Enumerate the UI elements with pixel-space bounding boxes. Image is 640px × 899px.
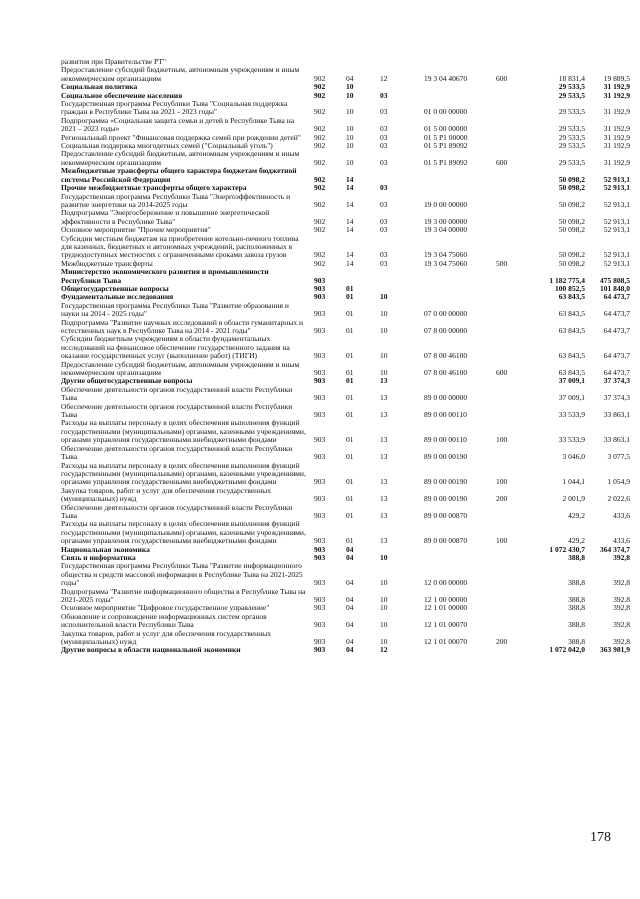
row-ved: 903 (314, 326, 326, 335)
table-row (61, 359, 630, 378)
row-section: 04 (346, 552, 354, 562)
row-subsection: 13 (380, 477, 388, 487)
row-sum-year2: 52 913,1 (603, 225, 630, 235)
row-ved: 902 (314, 132, 326, 142)
row-subsection: 13 (380, 510, 388, 520)
row-sum-year2: 52 913,1 (603, 258, 630, 268)
row-target-code: 19 3 04 75060 (424, 258, 468, 268)
row-sum-year1: 388,8 (568, 603, 585, 613)
row-name: Подпрограмма "Развитие научных исследований в области гуманитарных и естественных наук в Республике Тыва на 2014 - 2021 годы" (61, 317, 303, 335)
table-row (61, 561, 630, 588)
row-section: 01 (346, 283, 354, 293)
row-sum-year2: 392,8 (613, 637, 630, 647)
row-expense-type: 600 (496, 73, 508, 83)
row-ved: 902 (314, 183, 326, 193)
row-subsection: 10 (380, 578, 388, 588)
row-target-code: 12 0 00 00000 (424, 578, 468, 588)
row-target-code: 12 1 00 00000 (424, 595, 468, 604)
row-section: 10 (346, 157, 354, 167)
row-section: 01 (346, 326, 354, 335)
row-name: Подпрограмма "Энергосбережение и повышение энергетической эффективности в Республике Тыва" (61, 208, 270, 226)
row-sum-year2: 364 374,7 (600, 544, 630, 554)
table-row (61, 443, 630, 462)
table-row (61, 485, 630, 504)
row-sum-year2: 52 913,1 (603, 250, 630, 260)
row-name: Субсидии бюджетным учреждениям в области фундаментальных исследований на финансовое обеспечение государственного задания на оказание государственных услуг (выполнение работ) (ТИГИ) (61, 334, 290, 361)
row-name: Фундаментальные исследования (61, 292, 174, 302)
row-name: Предоставление субсидий бюджетным, автономным учреждениям и иным некоммерческим организациям (61, 359, 300, 378)
row-sum-year1: 33 533,9 (558, 435, 585, 445)
row-ved: 903 (314, 494, 326, 504)
row-name: Межбюджетные трансферты (61, 258, 153, 268)
table-row (61, 384, 630, 403)
row-name: Закупка товаров, работ и услуг для обеспечения государственных (муниципальных) нужд (61, 485, 272, 504)
row-sum-year1: 388,8 (568, 595, 585, 604)
row-sum-year1: 1 044,1 (562, 477, 585, 487)
row-sum-year1: 29 533,5 (558, 90, 585, 100)
row-sum-year2: 37 374,3 (603, 376, 630, 386)
row-target-code: 01 5 00 00000 (424, 124, 468, 134)
row-subsection: 13 (380, 410, 388, 420)
table-row (61, 611, 630, 630)
row-target-code: 12 1 01 00000 (424, 603, 468, 613)
row-sum-year1: 29 533,5 (558, 82, 585, 92)
row-ved: 903 (314, 435, 326, 445)
row-subsection: 12 (380, 73, 388, 83)
row-sum-year2: 64 473,7 (603, 351, 630, 361)
row-subsection: 12 (380, 645, 388, 655)
row-section: 04 (346, 73, 354, 83)
row-subsection: 03 (380, 90, 388, 100)
row-target-code: 12 1 01 00070 (424, 620, 468, 630)
table-row (61, 208, 630, 226)
row-section: 01 (346, 351, 354, 361)
row-expense-type: 200 (496, 637, 508, 647)
row-ved: 902 (314, 157, 326, 167)
row-name: Предоставление субсидий бюджетным, автономным учреждениям и иным некоммерческим организациям (61, 149, 300, 167)
row-sum-year2: 64 473,7 (603, 309, 630, 319)
row-sum-year1: 429,2 (568, 510, 585, 520)
row-sum-year2: 19 889,5 (603, 73, 630, 83)
row-name: Предоставление субсидий бюджетным, автономным учреждениям и иным некоммерческим организациям (61, 65, 300, 83)
row-sum-year2: 64 473,7 (603, 292, 630, 302)
row-sum-year1: 63 843,5 (558, 351, 585, 361)
row-subsection: 03 (380, 157, 388, 167)
row-subsection: 03 (380, 107, 388, 117)
row-subsection: 03 (380, 225, 388, 235)
row-ved: 902 (314, 216, 326, 226)
row-sum-year1: 29 533,5 (558, 107, 585, 117)
row-sum-year1: 1 072 430,7 (549, 544, 585, 554)
row-subsection: 10 (380, 637, 388, 647)
row-section: 14 (346, 199, 354, 209)
table-row (61, 317, 630, 336)
row-target-code: 07 8 00 00000 (424, 326, 468, 335)
table-row (61, 334, 630, 361)
row-ved: 903 (314, 603, 326, 613)
row-name: Общегосударственные вопросы (61, 283, 169, 293)
row-sum-year1: 50 098,2 (558, 258, 585, 268)
row-sum-year2: 3 077,5 (607, 452, 630, 462)
row-name: Другие общегосударственные вопросы (61, 376, 193, 386)
row-subsection: 13 (380, 435, 388, 445)
row-subsection: 10 (380, 552, 388, 562)
row-expense-type: 100 (496, 477, 508, 487)
row-name: Основное мероприятие "Прочие мероприятия" (61, 225, 211, 235)
row-target-code: 19 3 04 40670 (424, 73, 468, 83)
row-section: 04 (346, 544, 354, 554)
table-row (61, 460, 630, 487)
row-section: 14 (346, 183, 354, 193)
row-sum-year1: 63 843,5 (558, 368, 585, 378)
row-subsection: 03 (380, 250, 388, 260)
row-name: Связь и информатика (61, 552, 136, 562)
row-sum-year1: 63 843,5 (558, 309, 585, 319)
row-ved: 903 (314, 477, 326, 487)
row-ved: 903 (314, 578, 326, 588)
row-expense-type: 600 (496, 368, 508, 378)
table-row (61, 233, 630, 260)
row-name: Обеспечение деятельности органов государственной власти Республики Тыва (61, 384, 293, 403)
row-sum-year1: 33 533,9 (558, 410, 585, 420)
row-name: Обеспечение деятельности органов государственной власти Республики Тыва (61, 401, 293, 420)
row-sum-year1: 37 009,1 (558, 376, 585, 386)
row-target-code: 89 0 00 00110 (424, 435, 467, 445)
row-ved: 902 (314, 174, 326, 184)
row-expense-type: 500 (496, 258, 508, 268)
row-section: 14 (346, 225, 354, 235)
table-row (61, 267, 630, 285)
row-sum-year2: 31 192,9 (603, 157, 630, 167)
table-row (61, 645, 630, 655)
row-section: 10 (346, 132, 354, 142)
row-name: Расходы на выплаты персоналу в целях обеспечения выполнения функций государственными (муниципальными) органами, казенными учреждениями, органами управления государственными внебюджетными фондами (61, 418, 306, 445)
row-section: 04 (346, 603, 354, 613)
row-target-code: 89 0 00 00000 (424, 393, 468, 403)
row-name: Другие вопросы в области национальной экономики (61, 645, 241, 655)
row-sum-year2: 33 863,1 (603, 410, 630, 420)
row-name: Межбюджетные трансферты общего характера бюджетам бюджетной системы Российской Федерации (61, 166, 297, 184)
row-sum-year2: 52 913,1 (603, 199, 630, 209)
row-section: 10 (346, 141, 354, 151)
row-expense-type: 100 (496, 536, 508, 546)
row-sum-year2: 31 192,9 (603, 132, 630, 142)
row-subsection: 03 (380, 183, 388, 193)
row-name: Национальная экономика (61, 544, 150, 554)
row-section: 01 (346, 376, 354, 386)
row-section: 01 (346, 309, 354, 319)
row-expense-type: 200 (496, 494, 508, 504)
row-subsection: 10 (380, 620, 388, 630)
table-row (61, 166, 630, 184)
row-section: 14 (346, 216, 354, 226)
row-subsection: 13 (380, 452, 388, 462)
row-section: 10 (346, 124, 354, 134)
row-target-code: 89 0 00 00110 (424, 410, 467, 420)
row-section: 01 (346, 477, 354, 487)
row-subsection: 10 (380, 351, 388, 361)
row-sum-year2: 37 374,3 (603, 393, 630, 403)
row-sum-year1: 50 098,2 (558, 216, 585, 226)
row-sum-year1: 63 843,5 (558, 292, 585, 302)
row-section: 14 (346, 258, 354, 268)
row-section: 01 (346, 410, 354, 420)
row-target-code: 01 5 P1 89092 (424, 157, 468, 167)
row-section: 04 (346, 595, 354, 604)
table-row (61, 502, 630, 521)
row-ved: 903 (314, 393, 326, 403)
row-sum-year2: 475 808,5 (600, 275, 630, 285)
row-sum-year2: 31 192,9 (603, 124, 630, 134)
row-sum-year1: 388,8 (568, 578, 585, 588)
row-target-code: 01 5 P1 00000 (424, 132, 468, 142)
row-ved: 903 (314, 510, 326, 520)
table-row (61, 519, 630, 546)
row-name: Основное мероприятие "Цифровое государственное управление" (61, 603, 270, 613)
row-section: 10 (346, 90, 354, 100)
row-section: 01 (346, 368, 354, 378)
row-target-code: 89 0 00 00190 (424, 477, 468, 487)
row-subsection: 13 (380, 536, 388, 546)
row-section: 04 (346, 620, 354, 630)
row-sum-year2: 52 913,1 (603, 216, 630, 226)
row-sum-year2: 31 192,9 (603, 141, 630, 151)
row-name: Министерство экономического развития и промышленности Республики Тыва (61, 267, 269, 285)
row-sum-year2: 392,8 (613, 578, 630, 588)
row-sum-year1: 3 046,0 (562, 452, 585, 462)
row-sum-year1: 1 182 775,4 (549, 275, 585, 285)
row-target-code: 01 5 P1 89092 (424, 141, 468, 151)
row-ved: 902 (314, 73, 326, 83)
row-section: 10 (346, 82, 354, 92)
row-section: 14 (346, 174, 354, 184)
row-ved: 902 (314, 141, 326, 151)
row-name: Прочие межбюджетные трансферты общего характера (61, 183, 247, 193)
row-subsection: 03 (380, 258, 388, 268)
row-sum-year1: 2 001,9 (562, 494, 585, 504)
row-sum-year1: 50 098,2 (558, 174, 585, 184)
row-sum-year1: 50 098,2 (558, 183, 585, 193)
row-ved: 902 (314, 199, 326, 209)
row-sum-year2: 64 473,7 (603, 326, 630, 335)
row-name: Социальная политика (61, 82, 138, 92)
row-ved: 902 (314, 250, 326, 260)
row-ved: 903 (314, 620, 326, 630)
table-row (61, 401, 630, 420)
row-target-code: 19 3 04 00000 (424, 225, 468, 235)
row-target-code: 01 0 00 00000 (424, 107, 468, 117)
row-target-code: 19 3 00 00000 (424, 216, 468, 226)
row-sum-year2: 33 863,1 (603, 435, 630, 445)
row-subsection: 13 (380, 494, 388, 504)
row-sum-year2: 31 192,9 (603, 107, 630, 117)
row-ved: 902 (314, 82, 326, 92)
row-ved: 903 (314, 637, 326, 647)
row-name: Государственная программа Республики Тыва "Развитие образования и науки на 2014 - 2025 годы" (61, 300, 289, 319)
row-name: Подпрограмма «Социальная защита семьи и детей в Республике Тыва на 2021 – 2023 годы» (61, 115, 295, 134)
row-sum-year1: 1 072 042,0 (549, 645, 585, 655)
row-ved: 903 (314, 544, 326, 554)
row-subsection: 10 (380, 368, 388, 378)
row-sum-year2: 392,8 (613, 603, 630, 613)
row-sum-year2: 363 981,9 (600, 645, 630, 655)
row-ved: 903 (314, 452, 326, 462)
row-name: Расходы на выплаты персоналу в целях обеспечения выполнения функций государственными (муниципальными) органами, казенными учреждениями, органами управления государственными внебюджетными фондами (61, 460, 306, 487)
row-sum-year1: 18 831,4 (558, 73, 585, 83)
table-row (61, 628, 630, 647)
row-subsection: 03 (380, 216, 388, 226)
table-row (61, 115, 630, 134)
row-target-code: 12 1 01 00070 (424, 637, 468, 647)
row-name: Подпрограмма "Развитие информационного общества в Республике Тыва на 2021-2025 годы" (61, 586, 306, 604)
row-ved: 903 (314, 376, 326, 386)
row-sum-year1: 63 843,5 (558, 326, 585, 335)
row-sum-year2: 101 848,0 (600, 283, 630, 293)
row-sum-year1: 50 098,2 (558, 250, 585, 260)
row-section: 04 (346, 637, 354, 647)
row-sum-year2: 392,8 (613, 620, 630, 630)
row-sum-year1: 388,8 (568, 637, 585, 647)
row-name: Государственная программа Республики Тыва "Энергоэффективность и развитие энергетики на 2014-2025 годы (61, 191, 291, 209)
page-number: 178 (590, 830, 611, 845)
row-section: 01 (346, 292, 354, 302)
row-ved: 903 (314, 410, 326, 420)
row-section: 04 (346, 645, 354, 655)
table-row (61, 418, 630, 445)
row-ved: 903 (314, 595, 326, 604)
row-section: 01 (346, 393, 354, 403)
row-name: Закупка товаров, работ и услуг для обеспечения государственных (муниципальных) нужд (61, 628, 272, 647)
row-ved: 902 (314, 107, 326, 117)
table-row (61, 586, 630, 605)
row-subsection: 03 (380, 199, 388, 209)
row-name: Социальная поддержка многодетных семей ("Социальный уголь") (61, 141, 273, 151)
row-sum-year1: 29 533,5 (558, 124, 585, 134)
row-name: Субсидии местным бюджетам на приобретение котельно-печного топлива для казенных, бюджетных и автономных учреждений, расположенных в труднодоступных местностях с ограниченными сроками завоза грузов (61, 233, 299, 260)
row-name: Обновление и сопровождение информационных систем органов исполнительной власти Республики Тыва (61, 611, 267, 630)
row-sum-year2: 52 913,1 (603, 183, 630, 193)
row-target-code: 07 8 00 46100 (424, 368, 468, 378)
row-sum-year2: 392,8 (613, 552, 630, 562)
row-sum-year1: 50 098,2 (558, 225, 585, 235)
row-subsection: 10 (380, 595, 388, 604)
row-subsection: 03 (380, 124, 388, 134)
table-row (61, 544, 630, 554)
row-target-code: 89 0 00 00870 (424, 510, 468, 520)
row-sum-year1: 429,2 (568, 536, 585, 546)
row-sum-year2: 52 913,1 (603, 174, 630, 184)
row-subsection: 10 (380, 603, 388, 613)
row-section: 01 (346, 510, 354, 520)
row-sum-year2: 64 473,7 (603, 368, 630, 378)
row-ved: 902 (314, 124, 326, 134)
row-ved: 903 (314, 275, 326, 285)
row-sum-year1: 50 098,2 (558, 199, 585, 209)
row-sum-year1: 29 533,5 (558, 141, 585, 151)
row-ved: 902 (314, 258, 326, 268)
row-target-code: 07 0 00 00000 (424, 309, 468, 319)
row-ved: 903 (314, 292, 326, 302)
row-sum-year2: 31 192,9 (603, 90, 630, 100)
row-sum-year2: 433,6 (613, 510, 630, 520)
row-subsection: 03 (380, 132, 388, 142)
row-name: Региональный проект "Финансовая поддержка семей при рождении детей" (61, 132, 301, 142)
row-name: развития при Правительстве РТ" (61, 57, 166, 66)
row-target-code: 19 3 04 75060 (424, 250, 468, 260)
row-expense-type: 100 (496, 435, 508, 445)
row-sum-year1: 29 533,5 (558, 157, 585, 167)
row-section: 01 (346, 536, 354, 546)
row-name: Государственная программа Республики Тыва "Социальная поддержка граждан в Республике Тыва на 2021 - 2023 годы" (61, 99, 288, 117)
row-ved: 903 (314, 552, 326, 562)
row-sum-year2: 31 192,9 (603, 82, 630, 92)
row-name: Обеспечение деятельности органов государственной власти Республики Тыва (61, 443, 293, 462)
table-row (61, 65, 630, 83)
row-ved: 903 (314, 645, 326, 655)
row-sum-year2: 1 054,9 (607, 477, 630, 487)
row-ved: 903 (314, 351, 326, 361)
table-row (61, 191, 630, 210)
row-section: 10 (346, 107, 354, 117)
row-sum-year2: 433,6 (613, 536, 630, 546)
row-section: 01 (346, 435, 354, 445)
row-ved: 903 (314, 283, 326, 293)
row-subsection: 10 (380, 309, 388, 319)
row-target-code: 89 0 00 00190 (424, 452, 468, 462)
row-target-code: 89 0 00 00190 (424, 494, 468, 504)
row-section: 01 (346, 494, 354, 504)
row-ved: 903 (314, 368, 326, 378)
row-name: Обеспечение деятельности органов государственной власти Республики Тыва (61, 502, 293, 520)
row-section: 14 (346, 250, 354, 260)
row-ved: 902 (314, 225, 326, 235)
row-subsection: 13 (380, 393, 388, 403)
row-target-code: 07 8 00 46100 (424, 351, 468, 361)
row-sum-year1: 388,8 (568, 620, 585, 630)
row-section: 01 (346, 452, 354, 462)
row-target-code: 89 0 00 00870 (424, 536, 468, 546)
row-subsection: 10 (380, 292, 388, 302)
row-sum-year2: 392,8 (613, 595, 630, 604)
budget-table (61, 57, 630, 655)
row-sum-year1: 388,8 (568, 552, 585, 562)
row-sum-year1: 100 852,5 (555, 283, 585, 293)
table-row (61, 149, 630, 167)
row-subsection: 10 (380, 326, 388, 335)
row-expense-type: 600 (496, 157, 508, 167)
row-ved: 903 (314, 309, 326, 319)
row-name: Государственная программа Республики Тыва "Развитие информационного общества и средств массовой информации в Республике Тыва на 2021-2025 годы" (61, 561, 303, 588)
row-name: Расходы на выплаты персоналу в целях обеспечения выполнения функций государственными (муниципальными) органами, казенными учреждениями, органами управления государственными внебюджетными фондами (61, 519, 306, 546)
row-section: 04 (346, 578, 354, 588)
row-name: Социальное обеспечение населения (61, 90, 183, 100)
row-ved: 902 (314, 90, 326, 100)
row-target-code: 19 0 00 00000 (424, 199, 468, 209)
row-sum-year2: 2 022,6 (607, 494, 630, 504)
row-subsection: 13 (380, 376, 388, 386)
row-subsection: 03 (380, 141, 388, 151)
row-sum-year1: 37 009,1 (558, 393, 585, 403)
table-row (61, 300, 630, 319)
table-row (61, 99, 630, 117)
row-ved: 903 (314, 536, 326, 546)
row-sum-year1: 29 533,5 (558, 132, 585, 142)
